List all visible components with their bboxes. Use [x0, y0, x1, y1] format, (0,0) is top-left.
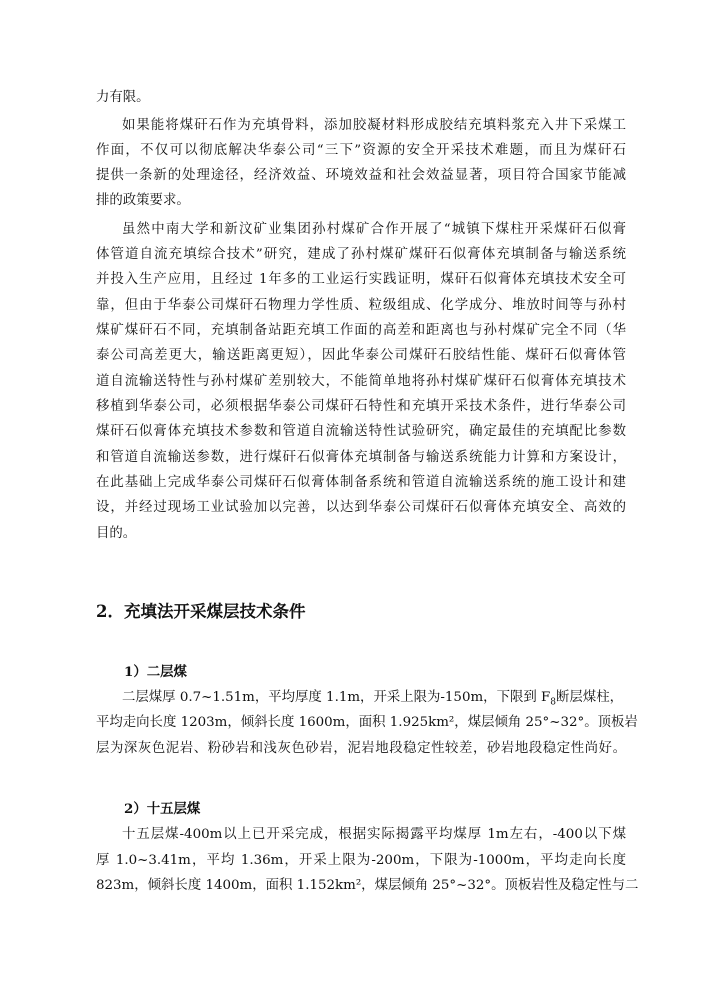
- line-text: 二层煤厚 0.7~1.51m，平均厚度 1.1m，开采上限为-150m，下限到 F: [122, 690, 551, 705]
- paragraph-line: 层为深灰色泥岩、粉砂岩和浅灰色砂岩，泥岩地段稳定性较差，砂岩地段稳定性尚好。: [96, 741, 626, 756]
- subsection-heading: 2）十五层煤: [124, 801, 201, 817]
- paragraph-line: 并投入生产应用，且经过 1年多的工业运行实践证明，煤矸石似膏体充填技术安全可: [96, 272, 626, 287]
- paragraph-line: 排的政策要求。: [96, 193, 190, 208]
- section-heading: 2．充填法开采煤层技术条件: [96, 602, 306, 621]
- paragraph-line: 体管道自流充填综合技术”研究，建成了孙村煤矿煤矸石似膏体充填制备与输送系统: [96, 247, 626, 262]
- paragraph-line: 力有限。: [96, 90, 150, 105]
- paragraph-line: 靠，但由于华泰公司煤矸石物理力学性质、粒级组成、化学成分、堆放时间等与孙村: [96, 298, 626, 313]
- paragraph-line: 煤矸石似膏体充填技术参数和管道自流输送特性试验研究，确定最佳的充填配比参数: [96, 424, 626, 439]
- paragraph-line: 移植到华泰公司，必须根据华泰公司煤矸石特性和充填开采技术条件，进行华泰公司: [96, 399, 626, 414]
- paragraph-line: 作面，不仅可以彻底解决华泰公司“三下”资源的安全开采技术难题，而且为煤矸石: [96, 143, 626, 158]
- paragraph-line: 十五层煤-400m以上已开采完成，根据实际揭露平均煤厚 1m左右，-400以下煤: [122, 827, 626, 842]
- fault-subscript: 8: [550, 697, 557, 708]
- paragraph-line: 泰公司高差更大，输送距离更短），因此华泰公司煤矸石胶结性能、煤矸石似膏体管: [96, 348, 626, 363]
- paragraph-line: [122, 688, 626, 713]
- paragraph-line: 和管道自流输送参数，进行煤矸石似膏体充填制备与输送系统能力计算和方案设计，: [96, 450, 626, 465]
- paragraph-line: 虽然中南大学和新汶矿业集团孙村煤矿合作开展了“城镇下煤柱开采煤矸石似膏: [122, 222, 626, 237]
- line-text: 断层煤柱，: [556, 690, 623, 705]
- paragraph-line: 如果能将煤矸石作为充填骨料，添加胶凝材料形成胶结充填料浆充入井下采煤工: [122, 118, 626, 133]
- paragraph-line: 在此基础上完成华泰公司煤矸石似膏体制备系统和管道自流输送系统的施工设计和建: [96, 475, 626, 490]
- paragraph-line: 厚 1.0~3.41m，平均 1.36m，开采上限为-200m，下限为-1000m，平均走向长度: [96, 853, 626, 868]
- paragraph-line: 目的。: [96, 526, 137, 541]
- paragraph-line: 道自流输送特性与孙村煤矿差别较大，不能简单地将孙村煤矿煤矸石似膏体充填技术: [96, 374, 626, 389]
- paragraph-line: 煤矿煤矸石不同，充填制备站距充填工作面的高差和距离也与孙村煤矿完全不同（华: [96, 323, 626, 338]
- paragraph-line: 平均走向长度 1203m，倾斜长度 1600m，面积 1.925km²，煤层倾角 25°~32°。顶板岩: [96, 715, 638, 730]
- paragraph-line: 823m，倾斜长度 1400m，面积 1.152km²，煤层倾角 25°~32°。顶板岩性及稳定性与二: [96, 878, 639, 893]
- paragraph-line: 提供一条新的处理途径，经济效益、环境效益和社会效益显著，项目符合国家节能减: [96, 168, 626, 183]
- subsection-heading: 1）二层煤: [124, 664, 187, 680]
- paragraph-line: 设，并经过现场工业试验加以完善，以达到华泰公司煤矸石似膏体充填安全、高效的: [96, 500, 626, 515]
